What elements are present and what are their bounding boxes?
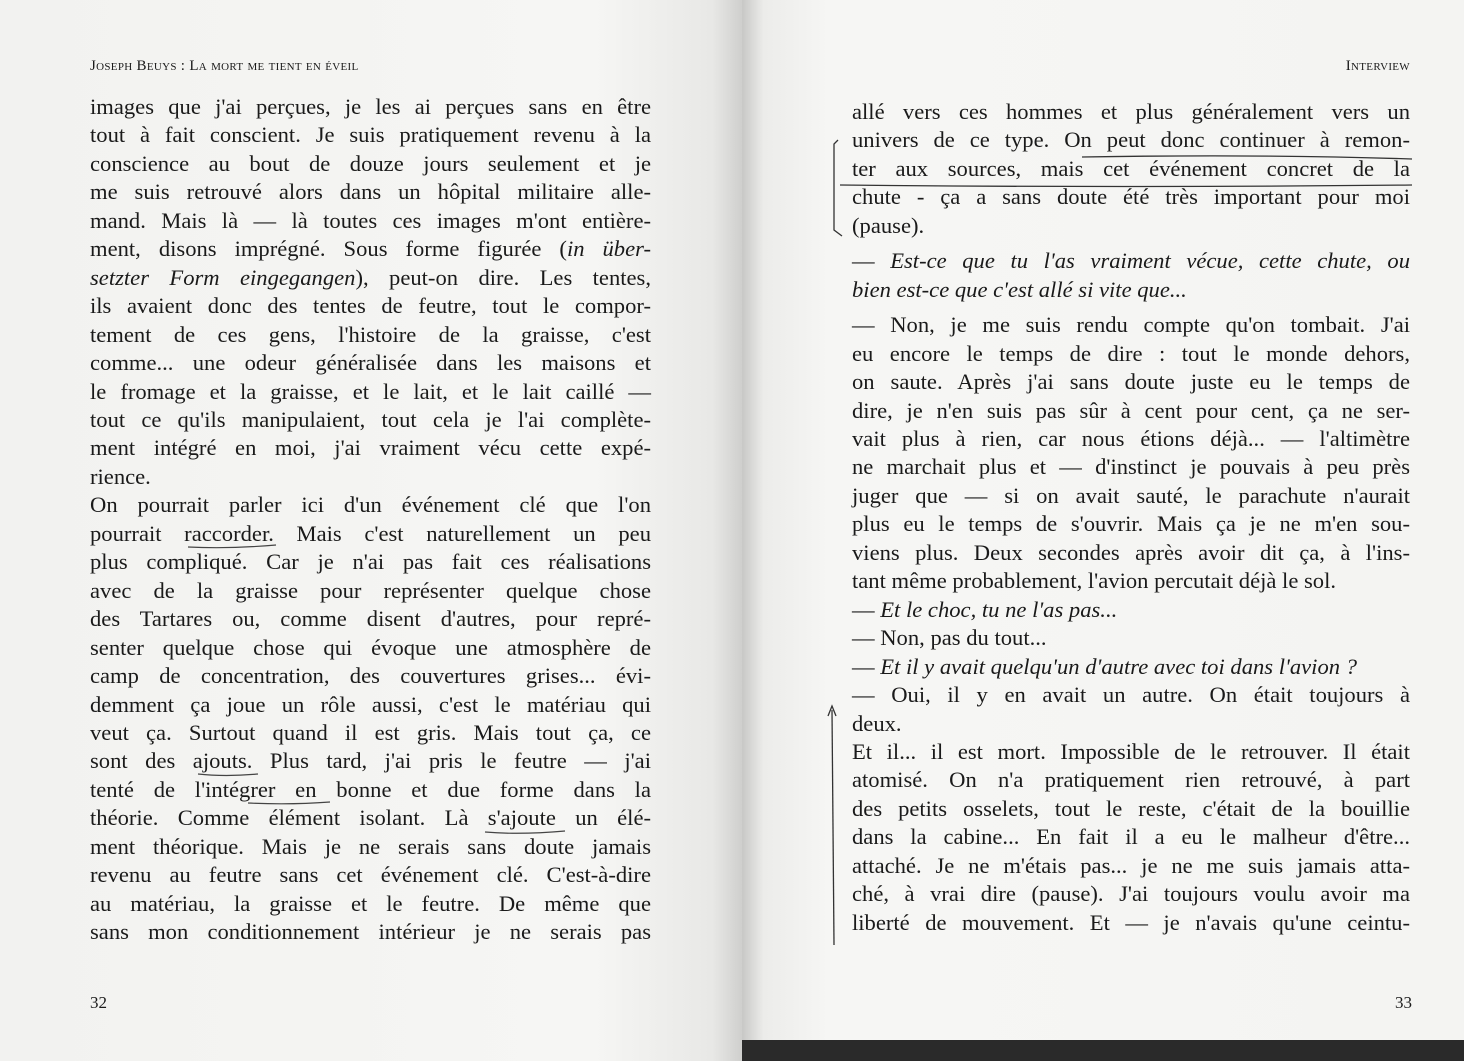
text-segment: atomisé. On n'a pratiquement rien retrouvé, à part bbox=[852, 767, 1410, 793]
text-segment: avec de la graisse pour représenter quelque chose bbox=[90, 577, 651, 603]
text-line bbox=[852, 766, 1410, 794]
text-line bbox=[852, 155, 1410, 183]
text-segment: (pause). bbox=[852, 212, 925, 238]
text-line bbox=[852, 482, 1410, 510]
text-segment: senter quelque chose qui évoque une atmosphère de bbox=[90, 634, 651, 660]
text-segment: — Non, je me suis rendu compte qu'on tombait. J'ai bbox=[852, 312, 1410, 338]
text-line bbox=[90, 491, 651, 519]
text-segment: demment ça joue un rôle aussi, c'est le matériau qui bbox=[90, 691, 651, 717]
text-line bbox=[90, 605, 651, 633]
text-line bbox=[852, 397, 1410, 425]
text-line bbox=[90, 178, 651, 206]
text-segment: sans mon conditionnement intérieur je ne serais pas bbox=[90, 919, 651, 945]
text-segment: eu encore le temps de dire : tout le monde dehors, bbox=[852, 340, 1410, 366]
text-segment: ), peut-on dire. Les tentes, bbox=[355, 264, 652, 290]
text-line bbox=[852, 624, 1410, 652]
text-line bbox=[90, 890, 651, 918]
italic-text-segment: Et le choc, tu ne l'as pas... bbox=[880, 596, 1118, 622]
text-line bbox=[90, 548, 651, 576]
text-line bbox=[90, 463, 651, 491]
italic-text-segment: in über- bbox=[566, 236, 651, 262]
text-segment: ment théorique. Mais je ne serais sans doute jamais bbox=[90, 833, 651, 859]
text-segment: On pourrait parler ici d'un événement clé que l'on bbox=[90, 492, 651, 518]
running-head-right: Interview bbox=[1345, 58, 1410, 74]
text-line bbox=[90, 93, 651, 121]
text-line bbox=[90, 406, 651, 434]
right-page-body bbox=[852, 98, 1410, 937]
text-line bbox=[90, 235, 651, 263]
text-line bbox=[90, 691, 651, 719]
text-line bbox=[852, 567, 1410, 595]
text-segment: conscience au bout de douze jours seulement et je bbox=[90, 150, 651, 176]
text-line bbox=[90, 918, 651, 946]
running-head-left: Joseph Beuys : La mort me tient en éveil bbox=[90, 58, 359, 74]
text-line bbox=[90, 747, 651, 775]
text-segment: camp de concentration, des couvertures grises... évi- bbox=[90, 663, 651, 689]
text-segment: le fromage et la graisse, et le lait, et le lait caillé — bbox=[90, 378, 651, 404]
text-segment: ter aux sources, mais cet événement concret de la bbox=[852, 155, 1410, 181]
italic-text-segment: bien est-ce que c'est allé si vite que... bbox=[852, 276, 1187, 302]
text-line bbox=[90, 264, 651, 292]
text-line bbox=[852, 738, 1410, 766]
text-segment: tout à fait conscient. Je suis pratiquement revenu à la bbox=[90, 122, 651, 148]
left-page-body bbox=[90, 93, 651, 947]
text-line bbox=[852, 681, 1410, 709]
text-segment: ment intégré en moi, j'ai vraiment vécu cette expé- bbox=[90, 435, 651, 461]
text-segment: comme... une odeur généralisée dans les maisons et bbox=[90, 350, 651, 376]
text-segment: liberté de mouvement. Et — je n'avais qu'une ceintu- bbox=[852, 909, 1410, 935]
text-line bbox=[852, 596, 1410, 624]
text-line bbox=[90, 434, 651, 462]
text-line bbox=[90, 520, 651, 548]
text-line bbox=[852, 276, 1410, 304]
text-segment: ment, disons imprégné. Sous forme figurée ( bbox=[90, 236, 567, 262]
page-number-right: 33 bbox=[1395, 993, 1412, 1012]
text-line bbox=[90, 776, 651, 804]
text-line bbox=[90, 121, 651, 149]
text-segment: ne marchait plus et — d'instinct je pouvais à peu près bbox=[852, 454, 1410, 480]
text-line bbox=[90, 349, 651, 377]
text-line bbox=[852, 126, 1410, 154]
text-line bbox=[852, 510, 1410, 538]
text-line bbox=[90, 833, 651, 861]
text-line bbox=[852, 98, 1410, 126]
text-segment: des Tartares ou, comme disent d'autres, pour repré- bbox=[90, 606, 651, 632]
text-line bbox=[90, 577, 651, 605]
text-segment: tenté de l'intégrer en bonne et due forme dans la bbox=[90, 776, 651, 802]
text-segment: allé vers ces hommes et plus généralement vers un bbox=[852, 99, 1410, 124]
text-line bbox=[852, 247, 1410, 275]
text-segment: attaché. Je ne m'étais pas... je ne me suis jamais atta- bbox=[852, 852, 1410, 878]
text-line bbox=[852, 340, 1410, 368]
text-segment: veut ça. Surtout quand il est gris. Mais tout ça, ce bbox=[90, 719, 651, 745]
right-page bbox=[742, 0, 1464, 1040]
text-segment: au matériau, la graisse et le feutre. De même que bbox=[90, 890, 651, 916]
text-segment: — Oui, il y en avait un autre. On était toujours à bbox=[852, 682, 1410, 708]
text-segment: ché, à vrai dire (pause). J'ai toujours voulu avoir ma bbox=[852, 881, 1410, 907]
text-segment: des petits osselets, tout le reste, c'était de la bouillie bbox=[852, 795, 1410, 821]
text-segment: pourrait raccorder. Mais c'est naturellement un peu bbox=[90, 520, 651, 546]
text-line bbox=[90, 804, 651, 832]
text-line bbox=[90, 378, 651, 406]
text-segment: — bbox=[852, 596, 881, 622]
text-segment: juger que — si on avait sauté, le parachute n'aurait bbox=[852, 482, 1410, 508]
text-segment: dans la cabine... En fait il a eu le malheur d'être... bbox=[852, 824, 1410, 850]
text-line bbox=[852, 212, 1410, 240]
text-line bbox=[852, 183, 1410, 211]
text-line bbox=[852, 425, 1410, 453]
text-segment: tement de ces gens, l'histoire de la graisse, c'est bbox=[90, 321, 651, 347]
text-line bbox=[90, 861, 651, 889]
text-segment: viens plus. Deux secondes après avoir dit ça, à l'ins- bbox=[852, 539, 1410, 565]
text-segment: plus eu le temps de s'ouvrir. Mais ça je ne m'en sou- bbox=[852, 511, 1410, 537]
text-line bbox=[90, 634, 651, 662]
text-segment: plus compliqué. Car je n'ai pas fait ces réalisations bbox=[90, 549, 651, 575]
text-line bbox=[90, 662, 651, 690]
text-line bbox=[852, 311, 1410, 339]
page-number-left: 32 bbox=[90, 993, 107, 1012]
text-segment: rience. bbox=[90, 463, 151, 489]
text-line bbox=[852, 795, 1410, 823]
text-line bbox=[852, 653, 1410, 681]
text-line bbox=[90, 292, 651, 320]
italic-text-segment: setzter Form eingegangen bbox=[90, 264, 356, 290]
text-segment: Et il... il est mort. Impossible de le retrouver. Il était bbox=[852, 738, 1410, 764]
text-segment: vait plus à rien, car nous étions déjà... — l'altimètre bbox=[852, 425, 1410, 451]
text-line bbox=[852, 368, 1410, 396]
text-segment: tant même probablement, l'avion percutait déjà le sol. bbox=[852, 568, 1337, 594]
text-segment: tout ce qu'ils manipulaient, tout cela je l'ai complète- bbox=[90, 406, 651, 432]
text-line bbox=[90, 719, 651, 747]
text-segment: deux. bbox=[852, 710, 902, 736]
text-segment: ils avaient donc des tentes de feutre, tout le compor- bbox=[90, 293, 651, 319]
text-line bbox=[852, 823, 1410, 851]
text-segment: — Non, pas du tout... bbox=[852, 625, 1047, 651]
text-segment: dire, je n'en suis pas sûr à cent pour cent, ça ne ser- bbox=[852, 397, 1410, 423]
text-line bbox=[852, 880, 1410, 908]
text-segment: on saute. Après j'ai sans doute juste eu le temps de bbox=[852, 369, 1410, 395]
text-segment: revenu au feutre sans cet événement clé. C'est-à-dire bbox=[90, 862, 651, 888]
text-line bbox=[90, 321, 651, 349]
text-segment: sont des ajouts. Plus tard, j'ai pris le feutre — j'ai bbox=[90, 748, 651, 774]
text-line bbox=[90, 207, 651, 235]
text-segment: théorie. Comme élément isolant. Là s'ajoute un élé- bbox=[90, 805, 651, 831]
text-line bbox=[852, 453, 1410, 481]
italic-text-segment: Est-ce que tu l'as vraiment vécue, cette chute, ou bbox=[890, 248, 1411, 274]
text-line bbox=[852, 909, 1410, 937]
text-segment: me suis retrouvé alors dans un hôpital militaire alle- bbox=[90, 179, 651, 205]
text-segment: mand. Mais là — là toutes ces images m'ont entière- bbox=[90, 207, 651, 233]
text-segment: chute - ça a sans doute été très important pour moi bbox=[852, 184, 1410, 210]
text-segment: — bbox=[852, 248, 891, 274]
text-line bbox=[90, 150, 651, 178]
text-segment: images que j'ai perçues, je les ai perçues sans en être bbox=[90, 94, 651, 119]
text-line bbox=[852, 710, 1410, 738]
text-line bbox=[852, 539, 1410, 567]
text-segment: — bbox=[852, 653, 881, 679]
text-segment: univers de ce type. On peut donc continuer à remon- bbox=[852, 127, 1410, 153]
italic-text-segment: Et il y avait quelqu'un d'autre avec toi dans l'avion ? bbox=[880, 653, 1357, 679]
text-line bbox=[852, 852, 1410, 880]
